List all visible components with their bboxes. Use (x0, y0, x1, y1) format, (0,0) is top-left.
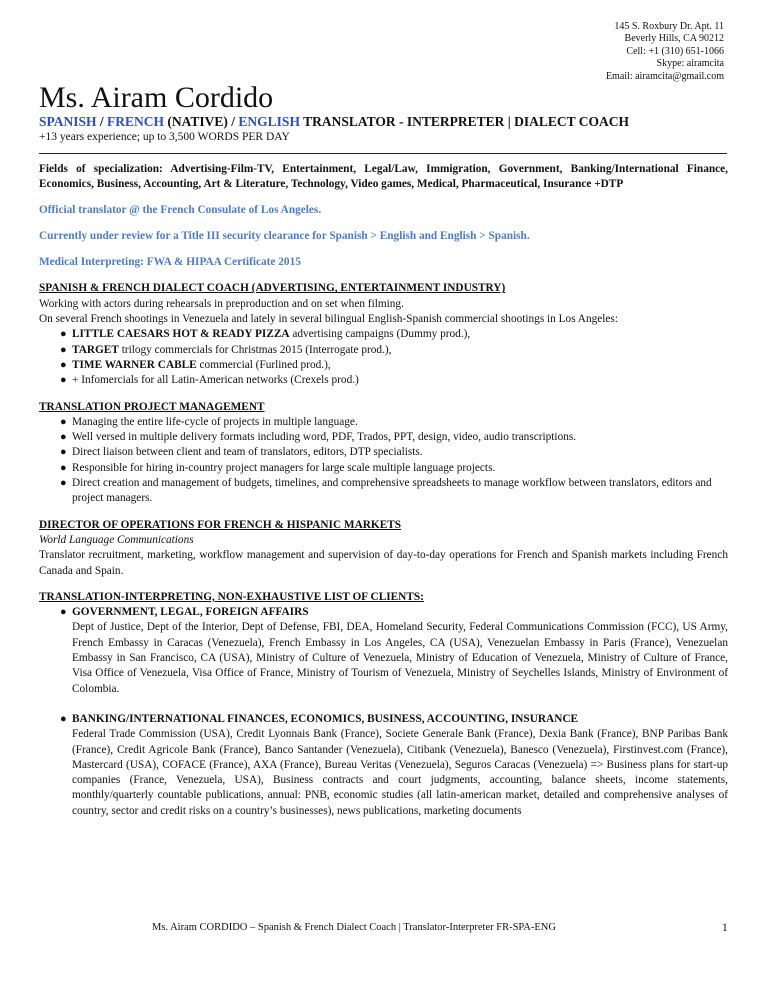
dialect-coach-heading: SPANISH & FRENCH DIALECT COACH (ADVERTISING, ENTERTAINMENT INDUSTRY) (39, 282, 506, 295)
bullet-icon: ● (60, 606, 67, 619)
candidate-name: Ms. Airam Cordido (39, 81, 274, 114)
bullet-icon: ● (60, 431, 67, 444)
director-company: World Language Communications (39, 533, 194, 546)
list-item: ● Well versed in multiple delivery formats including word, PDF, Trados, PPT, design, video, audio transcriptions. (39, 430, 728, 445)
client-group-text: Federal Trade Commission (USA), Credit Lyonnais Bank (France), Societe Generale Bank (France), Dexia Bank (France), BNP Paribas Bank (France), Credit Agricole Bank (France), Banco Santander (Venezuela), Citibank (Venezuela), Banesco (Venezuela), Firstinvest.com (France), Mastercard (USA), COFACE (France), AXA (France), Bureau Veritas (Venezuela), Seguros Caracas (Venezuela) => Business plans for start-up companies (France, Venezuela, USA), Business contracts and court judgments, accounting, balance sheets, income statements, monthly/quarterly countable publications, annual: PNB, economic studies (all latin-american market, detailed and comprehensive analyses of country, sector and credit risks on a country’s businesses), news publications, marketing documents (72, 728, 728, 817)
list-item: ● Managing the entire life-cycle of projects in multiple language. (39, 415, 728, 430)
director-description: Translator recruitment, marketing, workflow management and supervision of day-to-day operations for French and Spanish markets including French Canada and Spain. (39, 549, 728, 577)
medical-certificate-note: Medical Interpreting: FWA & HIPAA Certificate 2015 (39, 256, 301, 269)
resume-body (39, 162, 728, 819)
bullet-icon: ● (60, 374, 67, 387)
footer-text: Ms. Airam CORDIDO – Spanish & French Dialect Coach | Translator-Interpreter FR-SPA-ENG (152, 922, 556, 933)
clients-list (39, 605, 728, 819)
header-divider (39, 153, 727, 154)
bullet-icon: ● (60, 328, 67, 341)
clients-section (39, 590, 728, 819)
client-group-text: Dept of Justice, Dept of the Interior, Dept of Defense, FBI, DEA, Homeland Security, Federal Communications Commission (FCC), US Army, French Embassy in Caracas (Venezuela), French Embassy in Los Angeles, CA (USA), Venezuelan Embassy in Paris (France), Venezuelan Embassy in San Francisco, CA (USA), Ministry of Culture of Venezuela, Ministry of Education of Venezuela, Ministry of Culture of France, Visa Office of Venezuela, Visa Office of France, Ministry of Tourism of Venezuela, Ministry of Seychelles Islands, Ministry of Environment of Colombia. (72, 621, 728, 695)
project-management-list (39, 415, 728, 507)
experience-summary: +13 years experience; up to 3,500 WORDS PER DAY (39, 131, 290, 143)
list-item (39, 712, 728, 819)
bullet-icon: ● (60, 461, 67, 474)
lang-english: ENGLISH (238, 114, 300, 129)
list-item: ● Responsible for hiring in-country project managers for large scale multiple language projects. (39, 461, 728, 476)
list-item: ● + Infomercials for all Latin-American networks (Crexels prod.) (39, 373, 728, 388)
lang-spanish: SPANISH (39, 114, 97, 129)
clients-heading: TRANSLATION-INTERPRETING, NON-EXHAUSTIVE LIST OF CLIENTS: (39, 590, 424, 603)
dialect-coach-list (39, 327, 728, 388)
director-heading: DIRECTOR OF OPERATIONS FOR FRENCH & HISPANIC MARKETS (39, 518, 402, 531)
list-item: ● TARGET trilogy commercials for Christmas 2015 (Interrogate prod.), (39, 343, 728, 358)
email-address: Email: airamcita@gmail.com (605, 70, 724, 82)
fields-of-specialization: Fields of specialization: Advertising-Film-TV, Entertainment, Legal/Law, Immigration, Government, Banking/International Finance, Economics, Business, Accounting, Art & Literature, Technology, Video games, Medical, Pharmaceutical, Insurance +DTP (39, 163, 728, 191)
official-translator-note: Official translator @ the French Consulate of Los Angeles. (39, 203, 322, 216)
skype-id: Skype: airamcita (656, 58, 724, 70)
bullet-icon: ● (60, 343, 67, 356)
job-title (39, 114, 629, 130)
list-item: ● LITTLE CAESARS HOT & READY PIZZA advertising campaigns (Dummy prod.), (39, 327, 728, 342)
address-line-2: Beverly Hills, CA 90212 (624, 33, 724, 45)
list-item: ● Direct creation and management of budgets, timelines, and comprehensive spreadsheets to manage workflow between translators, editors and project managers. (60, 477, 712, 505)
title-native: (NATIVE) / (164, 114, 239, 129)
bullet-icon: ● (60, 712, 67, 725)
bullet-icon: ● (60, 446, 67, 459)
project-management-section (39, 400, 728, 507)
security-clearance-note: Currently under review for a Title III security clearance for Spanish > English and English > Spanish. (39, 229, 530, 242)
title-rest: TRANSLATOR - INTERPRETER | DIALECT COACH (299, 114, 629, 129)
list-item (39, 605, 728, 697)
bullet-icon: ● (60, 358, 67, 371)
list-item: ● Direct liaison between client and team of translators, editors, DTP specialists. (39, 445, 728, 460)
project-management-heading: TRANSLATION PROJECT MANAGEMENT (39, 400, 265, 413)
contact-block (606, 21, 724, 83)
dialect-coach-line-2: On several French shootings in Venezuela and lately in several bilingual English-Spanish commercial shootings in Los Angeles: (39, 313, 618, 326)
list-item: ● TIME WARNER CABLE commercial (Furlined prod.), (39, 358, 728, 373)
client-group-title: BANKING/INTERNATIONAL FINANCES, ECONOMICS, BUSINESS, ACCOUNTING, INSURANCE (72, 712, 579, 725)
title-separator: / (96, 114, 108, 129)
bullet-icon: ● (60, 477, 67, 490)
lang-french: FRENCH (107, 114, 165, 129)
bullet-icon: ● (60, 415, 67, 428)
director-section (39, 518, 728, 579)
dialect-coach-section (39, 281, 728, 388)
dialect-coach-line-1: Working with actors during rehearsals in preproduction and on set when filming. (39, 297, 404, 310)
cell-phone: Cell: +1 (310) 651-1066 (626, 45, 724, 57)
client-group-title: GOVERNMENT, LEGAL, FOREIGN AFFAIRS (72, 606, 309, 619)
page-number: 1 (722, 922, 728, 934)
address-line-1: 145 S. Roxbury Dr. Apt. 11 (614, 21, 724, 32)
